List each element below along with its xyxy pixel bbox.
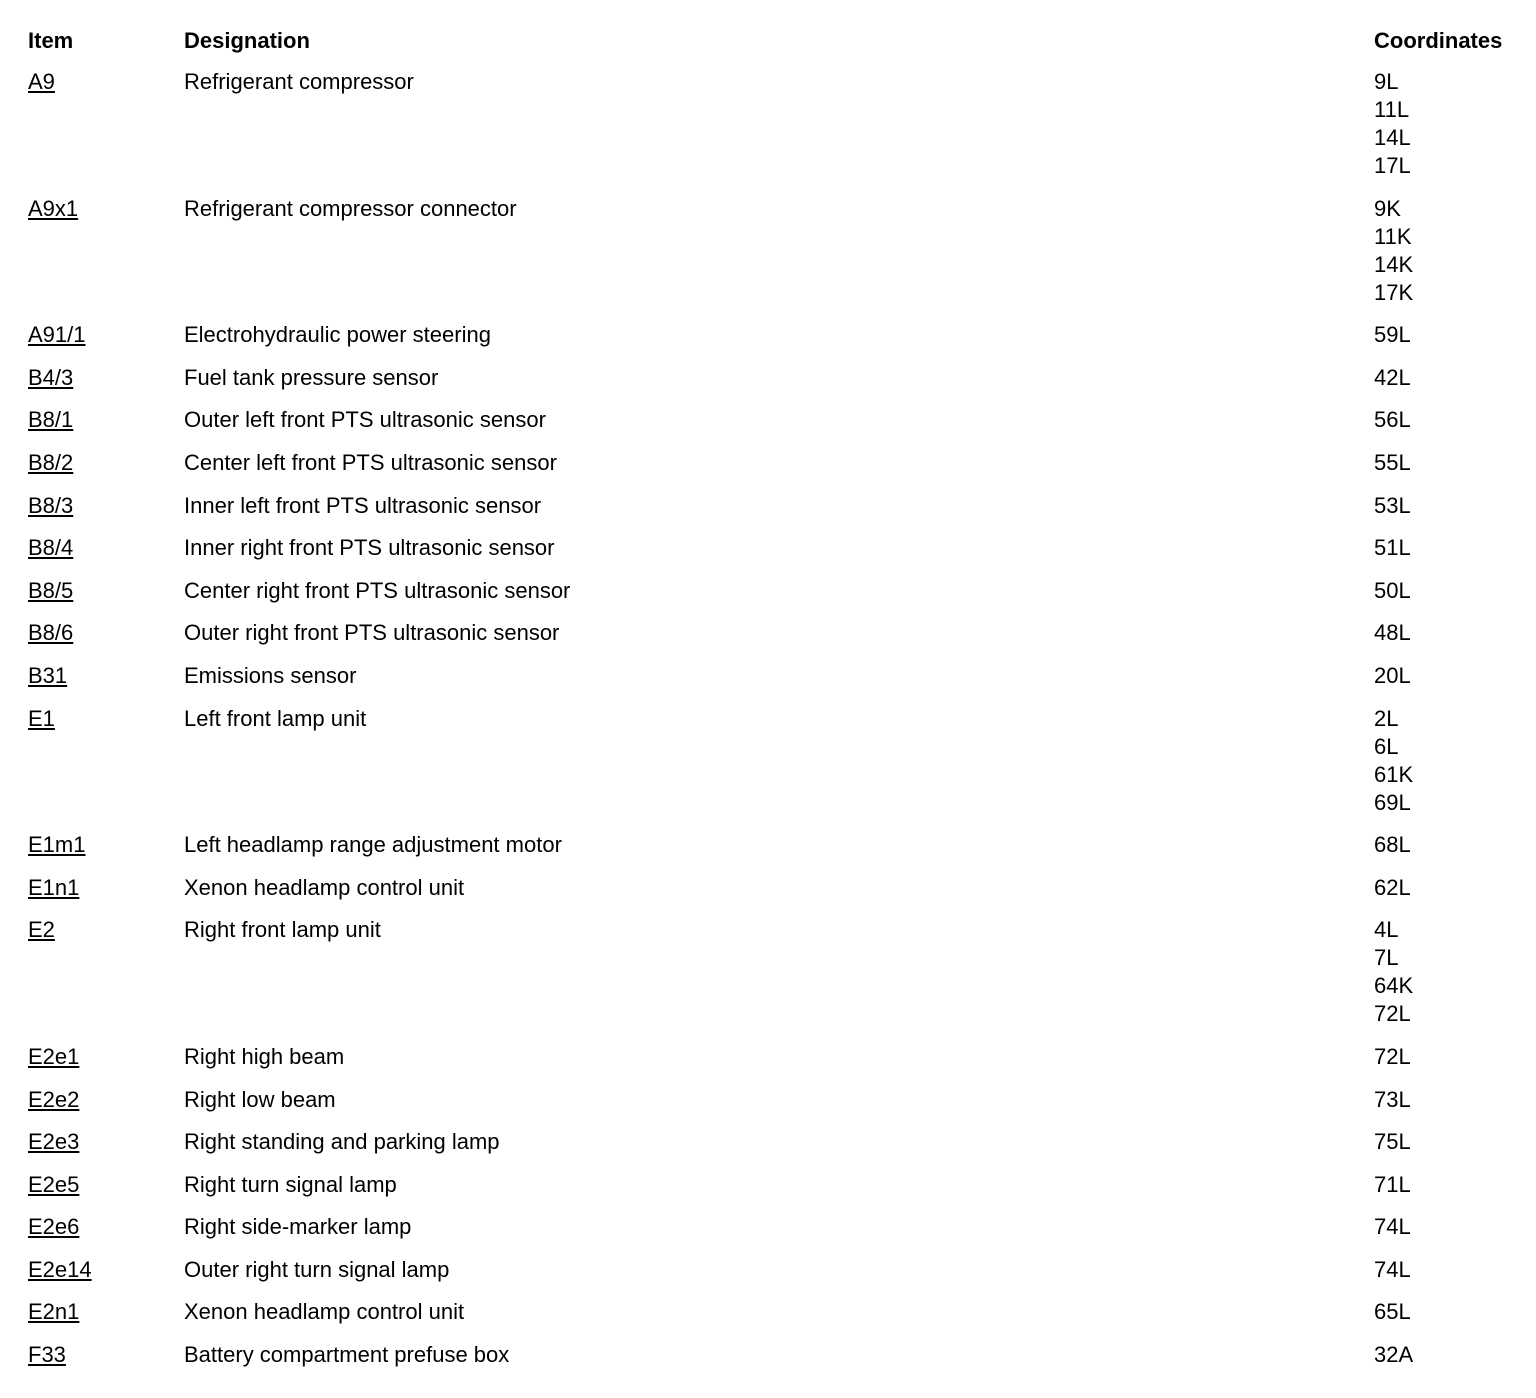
coordinates-cell <box>1374 619 1536 647</box>
designation-text: Right standing and parking lamp <box>184 1129 500 1155</box>
designation-text: Outer right front PTS ultrasonic sensor <box>184 620 560 646</box>
coordinate-value: 14K <box>1374 251 1414 277</box>
item-link[interactable]: B8/4 <box>28 535 74 561</box>
table-row <box>0 577 1536 620</box>
coordinates-cell <box>1374 577 1536 605</box>
table-row <box>0 1043 1536 1086</box>
designation-text: Outer left front PTS ultrasonic sensor <box>184 407 546 433</box>
coordinate-value: 71L <box>1374 1171 1411 1197</box>
coordinates-cell <box>1374 916 1536 1028</box>
table-row <box>0 1128 1536 1171</box>
designation-text: Refrigerant compressor <box>184 69 414 94</box>
coordinates-cell <box>1374 831 1536 859</box>
designation-text: Inner left front PTS ultrasonic sensor <box>184 492 542 518</box>
coordinate-value: 17L <box>1374 153 1411 178</box>
coordinate-value: 42L <box>1374 364 1411 390</box>
coordinate-value: 51L <box>1374 535 1411 561</box>
coordinate-value: 56L <box>1374 407 1411 433</box>
item-link[interactable]: E1n1 <box>28 874 80 900</box>
table-row <box>0 195 1536 322</box>
item-link[interactable]: E1 <box>28 705 55 731</box>
coordinate-value: 74L <box>1374 1214 1411 1240</box>
item-link[interactable]: E2e14 <box>28 1256 92 1282</box>
coordinate-value: 65L <box>1374 1299 1411 1325</box>
coordinate-value: 53L <box>1374 492 1411 518</box>
table-row <box>0 619 1536 662</box>
item-link[interactable]: E2e6 <box>28 1214 80 1240</box>
table-row <box>0 1298 1536 1341</box>
item-link[interactable]: B8/6 <box>28 620 74 646</box>
designation-text: Inner right front PTS ultrasonic sensor <box>184 535 555 561</box>
item-link[interactable]: B8/2 <box>28 449 74 475</box>
coordinate-value: 50L <box>1374 577 1411 603</box>
coordinate-value: 11L <box>1374 97 1410 122</box>
table-row <box>0 449 1536 492</box>
coordinates-cell <box>1374 68 1536 180</box>
coordinate-value: 9L <box>1374 69 1399 94</box>
designation-text: Right low beam <box>184 1086 336 1112</box>
item-link[interactable]: A9x1 <box>28 195 79 221</box>
table-row <box>0 831 1536 874</box>
coordinate-value: 72L <box>1374 1043 1411 1069</box>
coordinate-value: 6L <box>1374 733 1399 759</box>
coordinate-value: 7L <box>1374 945 1399 971</box>
table-row <box>0 1171 1536 1214</box>
coordinate-value: 55L <box>1374 449 1411 475</box>
coordinates-cell <box>1374 1341 1536 1369</box>
coordinates-cell <box>1374 321 1536 349</box>
item-link[interactable]: B31 <box>28 662 68 688</box>
item-link[interactable]: A91/1 <box>28 322 86 348</box>
coordinate-value: 4L <box>1374 917 1399 943</box>
coordinates-cell <box>1374 1298 1536 1326</box>
column-header-designation: Designation <box>184 28 310 53</box>
coordinates-cell <box>1374 195 1536 307</box>
coordinates-cell <box>1374 874 1536 902</box>
coordinate-value: 9K <box>1374 195 1401 221</box>
designation-text: Xenon headlamp control unit <box>184 874 465 900</box>
designation-text: Right turn signal lamp <box>184 1171 397 1197</box>
coordinate-value: 69L <box>1374 789 1411 815</box>
item-link[interactable]: E2e5 <box>28 1171 80 1197</box>
coordinate-value: 61K <box>1374 761 1414 787</box>
coordinates-cell <box>1374 662 1536 690</box>
coordinate-value: 20L <box>1374 662 1411 688</box>
item-link[interactable]: E2e1 <box>28 1043 80 1069</box>
item-link[interactable]: E2 <box>28 917 55 943</box>
designation-text: Right high beam <box>184 1043 345 1069</box>
table-row <box>0 68 1536 195</box>
table-header <box>0 24 1536 58</box>
designation-text: Right front lamp unit <box>184 917 381 943</box>
item-link[interactable]: B4/3 <box>28 364 74 390</box>
item-link[interactable]: B8/1 <box>28 407 74 433</box>
table-row <box>0 662 1536 705</box>
coordinates-cell <box>1374 705 1536 817</box>
designation-text: Outer right turn signal lamp <box>184 1256 450 1282</box>
designation-text: Center right front PTS ultrasonic sensor <box>184 577 571 603</box>
designation-text: Electrohydraulic power steering <box>184 322 491 348</box>
coordinate-value: 59L <box>1374 322 1411 348</box>
table-row <box>0 406 1536 449</box>
designation-text: Center left front PTS ultrasonic sensor <box>184 449 557 475</box>
component-table-body <box>0 68 1536 1384</box>
designation-text: Xenon headlamp control unit <box>184 1299 465 1325</box>
coordinates-cell <box>1374 364 1536 392</box>
table-row <box>0 1256 1536 1299</box>
coordinates-cell <box>1374 1128 1536 1156</box>
table-row <box>0 534 1536 577</box>
item-link[interactable]: F33 <box>28 1342 66 1368</box>
item-link[interactable]: E2e3 <box>28 1129 80 1155</box>
table-row <box>0 364 1536 407</box>
designation-text: Battery compartment prefuse box <box>184 1342 510 1368</box>
item-link[interactable]: B8/5 <box>28 577 74 603</box>
coordinates-cell <box>1374 449 1536 477</box>
coordinates-cell <box>1374 406 1536 434</box>
coordinate-value: 73L <box>1374 1086 1411 1112</box>
coordinate-value: 48L <box>1374 620 1411 646</box>
coordinate-value: 68L <box>1374 832 1411 858</box>
coordinate-value: 17K <box>1374 279 1414 305</box>
coordinates-cell <box>1374 1086 1536 1114</box>
designation-text: Left headlamp range adjustment motor <box>184 832 562 858</box>
column-header-item: Item <box>28 28 74 53</box>
table-row <box>0 1341 1536 1384</box>
item-link[interactable]: E2e2 <box>28 1086 80 1112</box>
table-row <box>0 492 1536 535</box>
designation-text: Left front lamp unit <box>184 705 367 731</box>
item-link[interactable]: E1m1 <box>28 832 86 858</box>
coordinate-value: 74L <box>1374 1256 1411 1282</box>
coordinate-value: 2L <box>1374 705 1399 731</box>
item-link[interactable]: E2n1 <box>28 1299 80 1325</box>
coordinate-value: 14L <box>1374 125 1411 150</box>
designation-text: Refrigerant compressor connector <box>184 195 517 221</box>
designation-text: Emissions sensor <box>184 662 357 688</box>
column-header-coordinates: Coordinates <box>1374 28 1503 53</box>
coordinate-value: 11K <box>1374 223 1412 249</box>
table-row <box>0 916 1536 1043</box>
table-row <box>0 321 1536 364</box>
coordinate-value: 72L <box>1374 1001 1411 1027</box>
coordinate-value: 75L <box>1374 1129 1411 1155</box>
coordinates-cell <box>1374 1043 1536 1071</box>
designation-text: Fuel tank pressure sensor <box>184 364 439 390</box>
coordinates-cell <box>1374 1213 1536 1241</box>
item-link[interactable]: B8/3 <box>28 492 74 518</box>
coordinates-cell <box>1374 1171 1536 1199</box>
coordinates-cell <box>1374 534 1536 562</box>
table-row <box>0 874 1536 917</box>
coordinates-cell <box>1374 1256 1536 1284</box>
table-row <box>0 705 1536 832</box>
table-row <box>0 1213 1536 1256</box>
designation-text: Right side-marker lamp <box>184 1214 412 1240</box>
item-link[interactable]: A9 <box>28 69 55 94</box>
table-row <box>0 1086 1536 1129</box>
coordinate-value: 64K <box>1374 973 1414 999</box>
coordinate-value: 32A <box>1374 1342 1414 1368</box>
coordinates-cell <box>1374 492 1536 520</box>
coordinate-value: 62L <box>1374 874 1411 900</box>
